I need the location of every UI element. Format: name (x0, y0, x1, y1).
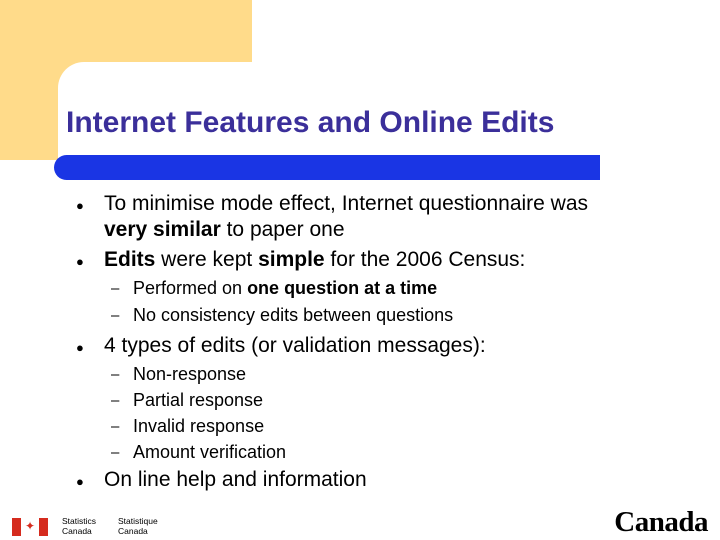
bullet-text: Partial response (133, 390, 264, 410)
bullet-marker: ● (76, 474, 84, 489)
sub-bullet-item (133, 278, 437, 299)
emphasis-text: simple (258, 248, 325, 271)
sub-bullet-item (133, 390, 263, 411)
sub-bullet-item (133, 442, 286, 463)
bullet-text: were kept (155, 248, 259, 271)
agency-name-french: Statistique Canada (118, 516, 158, 536)
footer (0, 506, 720, 540)
bullet-marker: ● (76, 198, 84, 213)
dash-marker: – (111, 418, 120, 435)
sub-bullet-item (133, 364, 246, 385)
bullet-text: Amount verification (133, 442, 287, 462)
bullet-text: 4 types of edits (or validation messages): (104, 334, 486, 357)
bullet-text: No consistency edits between questions (133, 305, 454, 325)
emphasis-text: very similar (104, 218, 221, 241)
dash-marker: – (111, 280, 120, 297)
dash-marker: – (111, 366, 120, 383)
bullet-text: for the 2006 Census: (324, 248, 526, 271)
canada-wordmark: Canada (614, 506, 708, 538)
emphasis-text: Edits (104, 248, 156, 271)
dash-marker: – (111, 444, 120, 461)
canada-flag-icon: ✦ (12, 518, 48, 536)
bullet-text: to paper one (220, 218, 345, 241)
dash-marker: – (111, 307, 120, 324)
bullet-text: On line help and information (104, 468, 367, 491)
bullet-item (104, 192, 588, 216)
dash-marker: – (111, 392, 120, 409)
bullet-text: To minimise mode effect, Internet questionnaire was (104, 192, 589, 215)
bullet-text: Non-response (133, 364, 247, 384)
bullet-item (104, 248, 525, 272)
bullet-marker: ● (76, 254, 84, 269)
bullet-item (104, 334, 486, 358)
agency-name-english: Statistics Canada (62, 516, 97, 536)
bullet-item-continuation (104, 218, 345, 242)
bullet-item (104, 468, 367, 492)
bullet-marker: ● (76, 340, 84, 355)
sub-bullet-item (133, 416, 264, 437)
emphasis-text: one question at a time (247, 278, 438, 298)
slide-title: Internet Features and Online Edits (66, 106, 555, 139)
bullet-text: Invalid response (133, 416, 265, 436)
bullet-text: Performed on (133, 278, 248, 298)
sub-bullet-item (133, 305, 453, 326)
